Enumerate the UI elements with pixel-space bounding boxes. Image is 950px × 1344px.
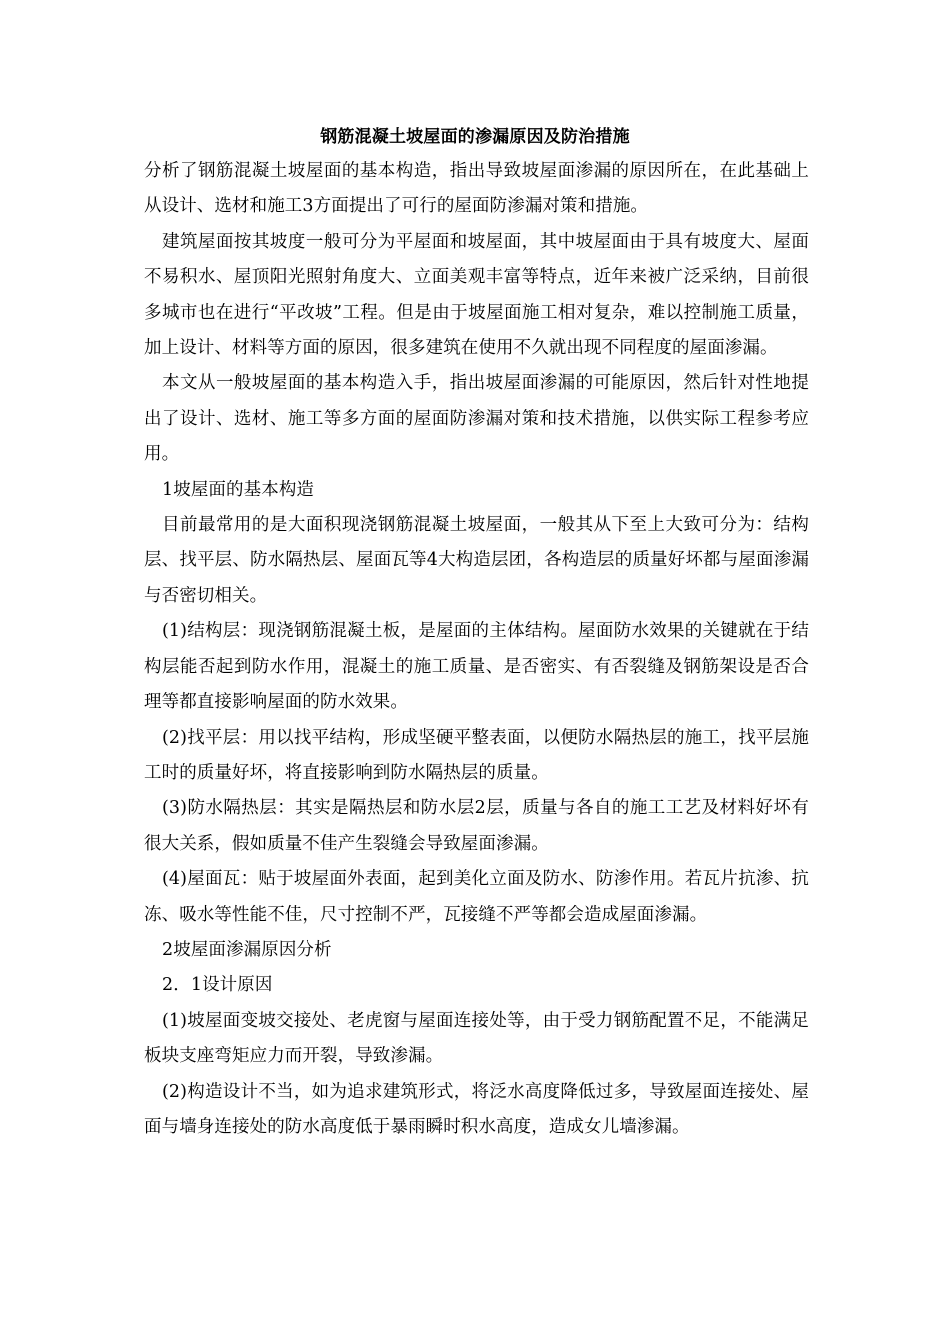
list-item: (2)找平层：用以找平结构，形成坚硬平整表面，以便防水隔热层的施工，找平层施工时的质量好坏，将直接影响到防水隔热层的质量。 (144, 727, 809, 783)
body-paragraph: 目前最常用的是大面积现浇钢筋混凝土坡屋面，一般其从下至上大致可分为：结构层、找平层、防水隔热层、屋面瓦等4大构造层团，各构造层的质量好坏都与屋面渗漏与否密切相关。 (144, 515, 809, 606)
body-paragraph: 本文从一般坡屋面的基本构造入手，指出坡屋面渗漏的可能原因，然后针对性地提出了设计、选材、施工等多方面的屋面防渗漏对策和技术措施，以供实际工程参考应用。 (144, 373, 809, 465)
body-paragraph: 建筑屋面按其坡度一般可分为平屋面和坡屋面，其中坡屋面由于具有坡度大、屋面不易积水、屋顶阳光照射角度大、立面美观丰富等特点，近年来被广泛采纳，目前很多城市也在进行“平改坡”工程。但是由于坡屋面施工相对复杂，难以控制施工质量，加上设计、材料等方面的原因，很多建筑在使用不久就出现不同程度的屋面渗漏。 (144, 231, 809, 359)
list-item: (1)坡屋面变坡交接处、老虎窗与屋面连接处等，由于受力钢筋配置不足，不能满足板块支座弯矩应力而开裂，导致渗漏。 (144, 1010, 809, 1067)
abstract-paragraph: 分析了钢筋混凝土坡屋面的基本构造，指出导致坡屋面渗漏的原因所在，在此基础上从设计、选材和施工3方面提出了可行的屋面防渗漏对策和措施。 (144, 161, 809, 217)
list-item: (4)屋面瓦：贴于坡屋面外表面，起到美化立面及防水、防渗作用。若瓦片抗渗、抗冻、吸水等性能不佳，尺寸控制不严，瓦接缝不严等都会造成屋面渗漏。 (144, 869, 809, 925)
list-item: (1)结构层：现浇钢筋混凝土板，是屋面的主体结构。屋面防水效果的关键就在于结构层能否起到防水作用，混凝土的施工质量、是否密实、有否裂缝及钢筋架设是否合理等都直接影响屋面的防水效果。 (144, 621, 809, 713)
document-body (144, 154, 809, 1145)
document-title: 钢筋混凝土坡屋面的渗漏原因及防治措施 (320, 127, 630, 147)
section-heading: 2坡屋面渗漏原因分析 (162, 939, 332, 960)
list-item: (2)构造设计不当，如为追求建筑形式，将泛水高度降低过多，导致屋面连接处、屋面与墙身连接处的防水高度低于暴雨瞬时积水高度，造成女儿墙渗漏。 (144, 1081, 809, 1137)
section-heading: 1坡屋面的基本构造 (162, 479, 315, 500)
subsection-heading: 2．1设计原因 (162, 975, 273, 996)
list-item: (3)防水隔热层：其实是隔热层和防水层2层，质量与各自的施工工艺及材料好坏有很大关系，假如质量不佳产生裂缝会导致屋面渗漏。 (144, 798, 809, 854)
